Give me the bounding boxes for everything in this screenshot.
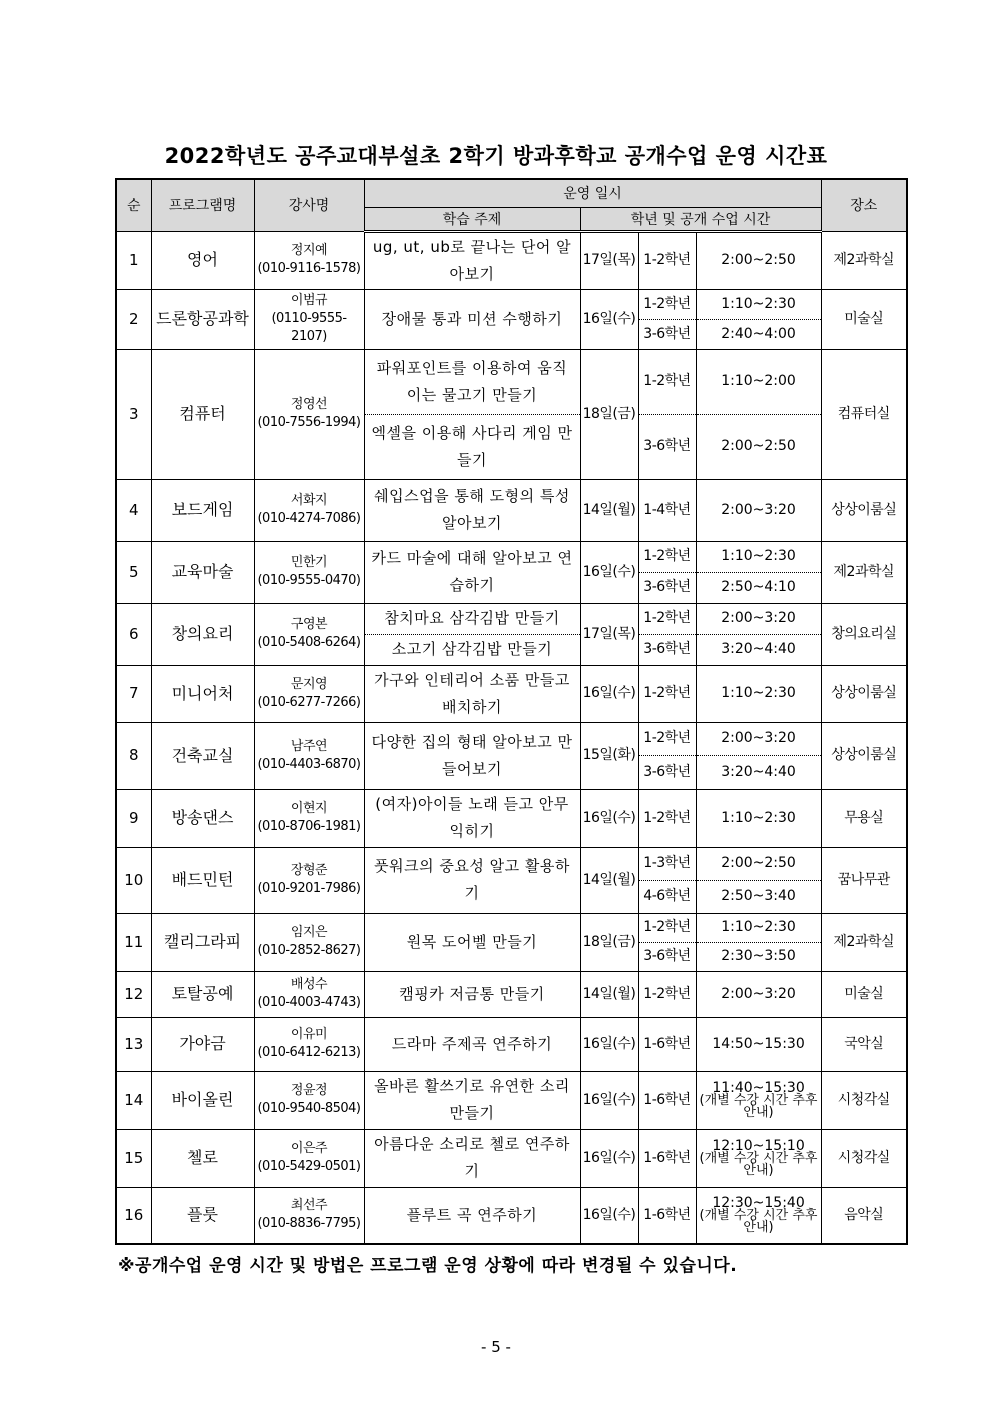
grade-level: 1-2학년 bbox=[638, 722, 696, 756]
table-row bbox=[116, 289, 907, 319]
table-row bbox=[116, 231, 907, 289]
time-value: 1:10~2:30 bbox=[721, 548, 796, 564]
table-row bbox=[116, 971, 907, 1017]
teacher-cell bbox=[254, 913, 364, 971]
teacher-cell bbox=[254, 1187, 364, 1244]
class-date: 18일(금) bbox=[580, 913, 638, 971]
row-number: 16 bbox=[116, 1187, 151, 1244]
location: 상상이룸실 bbox=[821, 479, 907, 541]
class-date: 17일(목) bbox=[580, 231, 638, 289]
teacher-cell bbox=[254, 1129, 364, 1187]
teacher-name: 남주연 bbox=[290, 738, 328, 754]
page-number: - 5 - bbox=[481, 1338, 511, 1356]
class-date: 15일(화) bbox=[580, 722, 638, 789]
teacher-name: 정윤정 bbox=[290, 1083, 328, 1098]
row-number: 3 bbox=[116, 349, 151, 479]
row-number: 8 bbox=[116, 722, 151, 789]
time-value: 1:10~2:30 bbox=[721, 919, 796, 935]
time-value: 2:00~2:50 bbox=[721, 252, 796, 268]
class-date: 14일(월) bbox=[580, 847, 638, 913]
class-date: 16일(수) bbox=[580, 665, 638, 722]
row-number: 6 bbox=[116, 603, 151, 665]
teacher-cell bbox=[254, 722, 364, 789]
class-date: 16일(수) bbox=[580, 541, 638, 603]
grade-level: 1-2학년 bbox=[638, 603, 696, 634]
class-time bbox=[696, 1071, 821, 1129]
row-number: 15 bbox=[116, 1129, 151, 1187]
program-name: 바이올린 bbox=[151, 1071, 254, 1129]
program-name: 교육마술 bbox=[151, 541, 254, 603]
program-name: 컴퓨터 bbox=[151, 349, 254, 479]
time-note: (개별 수강 시간 추후 안내) bbox=[699, 1208, 818, 1236]
grade-level: 4-6학년 bbox=[638, 880, 696, 913]
header-grade-time: 학년 및 공개 수업 시간 bbox=[580, 207, 821, 231]
location: 음악실 bbox=[821, 1187, 907, 1244]
class-date: 16일(수) bbox=[580, 1017, 638, 1071]
teacher-cell bbox=[254, 1017, 364, 1071]
teacher-name: 정지예 bbox=[290, 243, 328, 258]
grade-level: 1-6학년 bbox=[638, 1129, 696, 1187]
grade-level: 3-6학년 bbox=[638, 319, 696, 349]
class-time bbox=[696, 479, 821, 541]
teacher-cell bbox=[254, 479, 364, 541]
time-value: 2:00~3:20 bbox=[721, 610, 796, 626]
header-program: 프로그램명 bbox=[151, 179, 254, 231]
time-value: 1:10~2:30 bbox=[721, 295, 796, 312]
program-name: 가야금 bbox=[151, 1017, 254, 1071]
class-time: 2:00~2:50 bbox=[696, 414, 821, 479]
table-row bbox=[116, 479, 907, 541]
location: 미술실 bbox=[821, 289, 907, 349]
teacher-name: 장형준 bbox=[290, 863, 328, 878]
class-time: 3:20~4:40 bbox=[696, 634, 821, 665]
row-number: 7 bbox=[116, 665, 151, 722]
teacher-phone: (010-4274-7086) bbox=[257, 511, 361, 526]
program-name: 영어 bbox=[151, 231, 254, 289]
class-date: 14일(월) bbox=[580, 479, 638, 541]
grade-level: 3-6학년 bbox=[638, 572, 696, 603]
grade-level: 3-6학년 bbox=[638, 414, 696, 479]
class-time bbox=[696, 349, 821, 414]
teacher-phone: (010-5408-6264) bbox=[257, 635, 361, 650]
teacher-cell bbox=[254, 847, 364, 913]
row-number: 2 bbox=[116, 289, 151, 349]
class-time bbox=[696, 665, 821, 722]
location: 꿈나무관 bbox=[821, 847, 907, 913]
learning-topic: 원목 도어벨 만들기 bbox=[364, 913, 580, 971]
teacher-name: 임지은 bbox=[290, 925, 328, 940]
learning-topic: 파워포인트를 이용하여 움직이는 물고기 만들기 bbox=[364, 349, 580, 414]
class-time bbox=[696, 971, 821, 1017]
class-time bbox=[696, 1129, 821, 1187]
grade-level: 1-2학년 bbox=[638, 349, 696, 414]
teacher-cell bbox=[254, 231, 364, 289]
program-name: 건축교실 bbox=[151, 722, 254, 789]
time-value: 1:10~2:00 bbox=[721, 373, 796, 389]
page-title: 2022학년도 공주교대부설초 2학기 방과후학교 공개수업 운영 시간표 bbox=[164, 144, 828, 168]
table-row bbox=[116, 1129, 907, 1187]
teacher-phone: (010-4003-4743) bbox=[257, 995, 361, 1010]
class-time: 3:20~4:40 bbox=[696, 756, 821, 790]
table-row bbox=[116, 1187, 907, 1244]
program-name: 배드민턴 bbox=[151, 847, 254, 913]
teacher-phone: (010-2852-8627) bbox=[257, 943, 361, 958]
location: 미술실 bbox=[821, 971, 907, 1017]
location: 제2과학실 bbox=[821, 231, 907, 289]
grade-level: 1-2학년 bbox=[638, 231, 696, 289]
table-row bbox=[116, 1071, 907, 1129]
class-time: 2:30~3:50 bbox=[696, 942, 821, 971]
program-name: 플룻 bbox=[151, 1187, 254, 1244]
table-row bbox=[116, 665, 907, 722]
learning-topic: 장애물 통과 미션 수행하기 bbox=[364, 289, 580, 349]
learning-topic: 엑셀을 이용해 사다리 게임 만들기 bbox=[364, 414, 580, 479]
grade-level: 1-2학년 bbox=[638, 971, 696, 1017]
teacher-phone: (010-8836-7795) bbox=[257, 1216, 361, 1232]
learning-topic: ug, ut, ub로 끝나는 단어 알아보기 bbox=[364, 231, 580, 289]
row-number: 9 bbox=[116, 789, 151, 847]
grade-level: 1-3학년 bbox=[638, 847, 696, 880]
teacher-name: 이은주 bbox=[290, 1141, 328, 1156]
time-value: 2:00~3:20 bbox=[721, 730, 796, 747]
class-time bbox=[696, 789, 821, 847]
teacher-name: 구영본 bbox=[290, 617, 328, 632]
teacher-cell bbox=[254, 665, 364, 722]
grade-level: 1-6학년 bbox=[638, 1187, 696, 1244]
learning-topic: 아름다운 소리로 첼로 연주하기 bbox=[364, 1129, 580, 1187]
table-row bbox=[116, 349, 907, 414]
teacher-phone: (010-9201-7986) bbox=[257, 881, 361, 896]
learning-topic: 카드 마술에 대해 알아보고 연습하기 bbox=[364, 541, 580, 603]
teacher-name: 정영선 bbox=[290, 397, 328, 412]
location: 창의요리실 bbox=[821, 603, 907, 665]
location: 시청각실 bbox=[821, 1129, 907, 1187]
teacher-cell bbox=[254, 603, 364, 665]
learning-topic: 올바른 활쓰기로 유연한 소리 만들기 bbox=[364, 1071, 580, 1129]
schedule-body bbox=[116, 231, 907, 1244]
grade-level: 1-4학년 bbox=[638, 479, 696, 541]
location: 제2과학실 bbox=[821, 913, 907, 971]
header-topic: 학습 주제 bbox=[364, 207, 580, 231]
teacher-cell bbox=[254, 789, 364, 847]
teacher-name: 이현지 bbox=[290, 801, 328, 816]
class-time bbox=[696, 1187, 821, 1244]
teacher-cell bbox=[254, 541, 364, 603]
location: 제2과학실 bbox=[821, 541, 907, 603]
table-row bbox=[116, 541, 907, 572]
grade-level: 1-2학년 bbox=[638, 665, 696, 722]
class-date: 14일(월) bbox=[580, 971, 638, 1017]
program-name: 창의요리 bbox=[151, 603, 254, 665]
teacher-phone: (010-9555-0470) bbox=[257, 573, 361, 588]
learning-topic: (여자)아이들 노래 듣고 안무 익히기 bbox=[364, 789, 580, 847]
schedule-table bbox=[115, 178, 908, 1245]
learning-topic: 풋워크의 중요성 알고 활용하기 bbox=[364, 847, 580, 913]
row-number: 13 bbox=[116, 1017, 151, 1071]
row-number: 5 bbox=[116, 541, 151, 603]
learning-topic: 소고기 삼각김밥 만들기 bbox=[364, 634, 580, 665]
teacher-phone: (010-6412-6213) bbox=[257, 1045, 361, 1060]
class-date: 17일(목) bbox=[580, 603, 638, 665]
teacher-cell bbox=[254, 971, 364, 1017]
class-time bbox=[696, 541, 821, 572]
learning-topic: 쉐입스업을 통해 도형의 특성 알아보기 bbox=[364, 479, 580, 541]
location: 상상이룸실 bbox=[821, 665, 907, 722]
row-number: 10 bbox=[116, 847, 151, 913]
program-name: 토탈공예 bbox=[151, 971, 254, 1017]
time-note: (개별 수강 시간 추후 안내) bbox=[699, 1093, 818, 1120]
learning-topic: 플루트 곡 연주하기 bbox=[364, 1187, 580, 1244]
class-time bbox=[696, 603, 821, 634]
teacher-phone: (010-6277-7266) bbox=[257, 694, 361, 710]
row-number: 14 bbox=[116, 1071, 151, 1129]
teacher-phone: (010-7556-1994) bbox=[257, 415, 361, 430]
grade-level: 3-6학년 bbox=[638, 634, 696, 665]
table-row bbox=[116, 847, 907, 880]
header-place: 장소 bbox=[821, 179, 907, 231]
class-time bbox=[696, 913, 821, 942]
header-schedule: 운영 일시 bbox=[364, 179, 821, 207]
teacher-phone: (010-5429-0501) bbox=[257, 1159, 361, 1174]
teacher-cell bbox=[254, 1071, 364, 1129]
teacher-cell bbox=[254, 349, 364, 479]
teacher-name: 이범규 bbox=[290, 293, 328, 308]
header-teacher: 강사명 bbox=[254, 179, 364, 231]
grade-level: 1-2학년 bbox=[638, 289, 696, 319]
location: 상상이룸실 bbox=[821, 722, 907, 789]
teacher-name: 민한기 bbox=[290, 555, 328, 570]
learning-topic: 참치마요 삼각김밥 만들기 bbox=[364, 603, 580, 634]
learning-topic: 가구와 인테리어 소품 만들고 배치하기 bbox=[364, 665, 580, 722]
table-row bbox=[116, 789, 907, 847]
teacher-cell bbox=[254, 289, 364, 349]
class-time: 2:50~3:40 bbox=[696, 880, 821, 913]
class-date: 16일(수) bbox=[580, 289, 638, 349]
time-value: 2:00~3:20 bbox=[721, 985, 796, 1002]
class-time: 2:40~4:00 bbox=[696, 319, 821, 349]
teacher-name: 문지영 bbox=[290, 676, 328, 692]
table-row bbox=[116, 722, 907, 756]
grade-level: 1-2학년 bbox=[638, 913, 696, 942]
teacher-phone: (010-9540-8504) bbox=[257, 1101, 361, 1116]
program-name: 캘리그라피 bbox=[151, 913, 254, 971]
class-time bbox=[696, 847, 821, 880]
row-number: 1 bbox=[116, 231, 151, 289]
teacher-name: 최선주 bbox=[290, 1198, 328, 1214]
time-value: 14:50~15:30 bbox=[712, 1035, 805, 1052]
teacher-phone: (010-8706-1981) bbox=[257, 819, 361, 834]
grade-level: 3-6학년 bbox=[638, 942, 696, 971]
class-date: 16일(수) bbox=[580, 1187, 638, 1244]
learning-topic: 캠핑카 저금통 만들기 bbox=[364, 971, 580, 1017]
grade-level: 3-6학년 bbox=[638, 756, 696, 790]
program-name: 보드게임 bbox=[151, 479, 254, 541]
time-value: 1:10~2:30 bbox=[721, 685, 796, 701]
class-date: 16일(수) bbox=[580, 789, 638, 847]
table-row bbox=[116, 913, 907, 942]
header-no: 순 bbox=[116, 179, 151, 231]
program-name: 드론항공과학 bbox=[151, 289, 254, 349]
learning-topic: 다양한 집의 형태 알아보고 만들어보기 bbox=[364, 722, 580, 789]
teacher-name: 배성수 bbox=[290, 977, 328, 992]
grade-level: 1-2학년 bbox=[638, 789, 696, 847]
class-time bbox=[696, 1017, 821, 1071]
teacher-phone: (010-4403-6870) bbox=[257, 756, 361, 772]
time-value: 2:00~2:50 bbox=[721, 855, 796, 871]
time-value: 12:10~15:10 bbox=[712, 1138, 805, 1154]
program-name: 방송댄스 bbox=[151, 789, 254, 847]
row-number: 4 bbox=[116, 479, 151, 541]
time-value: 2:00~3:20 bbox=[721, 501, 796, 518]
location: 컴퓨터실 bbox=[821, 349, 907, 479]
grade-level: 1-6학년 bbox=[638, 1017, 696, 1071]
class-date: 16일(수) bbox=[580, 1071, 638, 1129]
location: 무용실 bbox=[821, 789, 907, 847]
time-value: 11:40~15:30 bbox=[712, 1080, 805, 1096]
class-date: 16일(수) bbox=[580, 1129, 638, 1187]
class-time bbox=[696, 231, 821, 289]
location: 국악실 bbox=[821, 1017, 907, 1071]
class-date: 18일(금) bbox=[580, 349, 638, 479]
class-time: 2:50~4:10 bbox=[696, 572, 821, 603]
teacher-phone: (0110-9555-2107) bbox=[271, 311, 347, 344]
time-value: 12:30~15:40 bbox=[712, 1195, 805, 1212]
teacher-name: 이유미 bbox=[290, 1027, 328, 1042]
table-row bbox=[116, 1017, 907, 1071]
row-number: 11 bbox=[116, 913, 151, 971]
class-time bbox=[696, 722, 821, 756]
row-number: 12 bbox=[116, 971, 151, 1017]
table-row bbox=[116, 603, 907, 634]
teacher-phone: (010-9116-1578) bbox=[257, 261, 361, 276]
time-note: (개별 수강 시간 추후 안내) bbox=[699, 1151, 818, 1178]
teacher-name: 서화지 bbox=[290, 493, 328, 508]
program-name: 첼로 bbox=[151, 1129, 254, 1187]
program-name: 미니어처 bbox=[151, 665, 254, 722]
grade-level: 1-6학년 bbox=[638, 1071, 696, 1129]
learning-topic: 드라마 주제곡 연주하기 bbox=[364, 1017, 580, 1071]
grade-level: 1-2학년 bbox=[638, 541, 696, 572]
class-time bbox=[696, 289, 821, 319]
time-value: 1:10~2:30 bbox=[721, 809, 796, 826]
location: 시청각실 bbox=[821, 1071, 907, 1129]
footnote: ※공개수업 운영 시간 및 방법은 프로그램 운영 상황에 따라 변경될 수 있습니다. bbox=[118, 1256, 738, 1276]
